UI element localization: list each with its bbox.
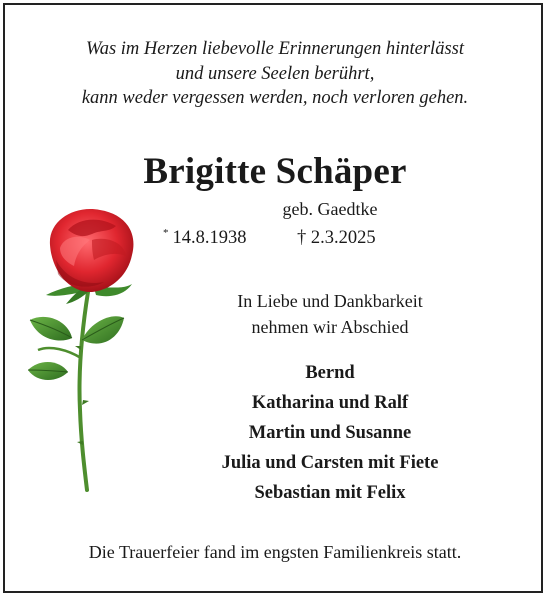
family-member: Bernd [305, 363, 355, 383]
poem-line: und unsere Seelen berührt, [175, 63, 375, 84]
birth-date: 14.8.1938 [172, 228, 247, 248]
birth-symbol: * [163, 227, 169, 239]
family-member: Katharina und Ralf [251, 393, 409, 413]
poem-line: kann weder vergessen werden, noch verloren gehen. [81, 88, 469, 108]
death-date: 2.3.2025 [310, 228, 376, 248]
death-symbol: † [297, 228, 307, 248]
family-member: Sebastian mit Felix [254, 483, 406, 503]
birth-date-line [163, 228, 247, 249]
poem-verse [0, 37, 550, 111]
family-member: Martin und Susanne [248, 423, 412, 443]
poem-line: Was im Herzen liebevolle Erinnerungen hinterlässt [85, 39, 464, 59]
death-date-line [297, 228, 376, 249]
deceased-name: Brigitte Schäper [143, 151, 407, 192]
birth-name: geb. Gaedtke [282, 199, 378, 219]
family-member: Julia und Carsten mit Fiete [221, 453, 439, 473]
farewell-line: nehmen wir Abschied [251, 317, 409, 337]
farewell-line: In Liebe und Dankbarkeit [237, 291, 423, 311]
closing-note: Die Trauerfeier fand im engsten Familienkreis statt. [88, 542, 462, 562]
rose-icon [20, 200, 150, 495]
